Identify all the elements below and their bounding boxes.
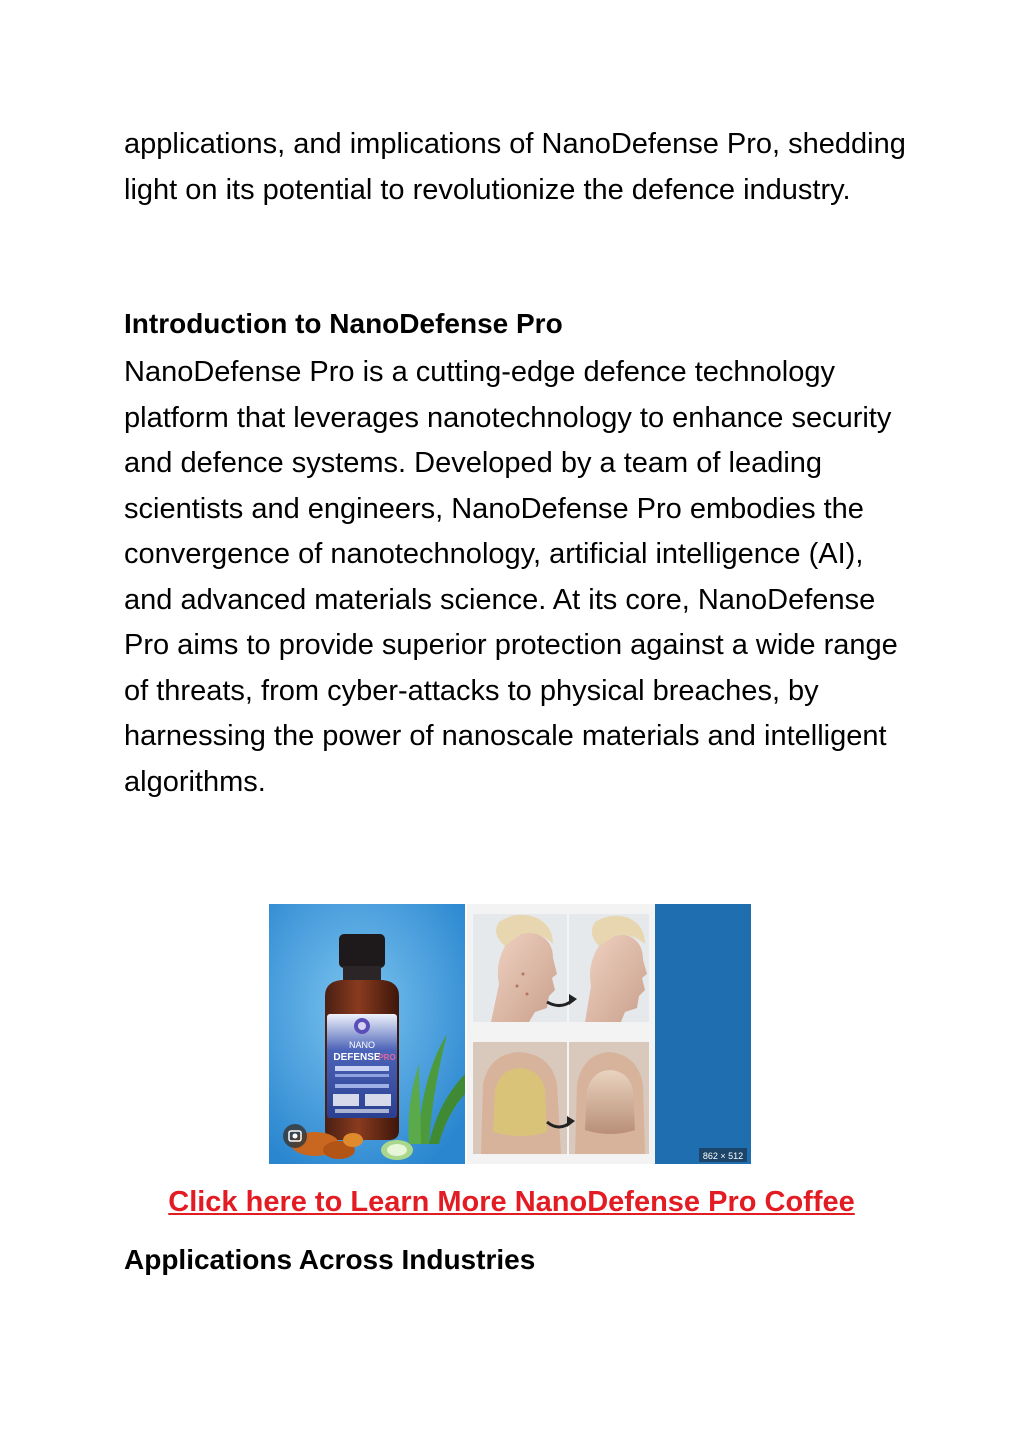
bottle-label-brand-suffix: PRO [378,1053,396,1062]
intro-heading: Introduction to NanoDefense Pro [124,308,563,339]
document-body [124,122,914,805]
bottle-label-brand: DEFENSE [333,1052,381,1063]
image-blue-strip [655,904,751,1164]
product-image [269,904,751,1164]
image-size-badge: 862 × 512 [702,1151,744,1161]
before-after-panel [467,904,655,1164]
bottle-label-nano: NANO [348,1040,376,1050]
applications-heading: Applications Across Industries [124,1244,536,1275]
intro-paragraph-tail: applications, and implications of NanoDefense Pro, shedding light on its potential to revolutionize the defence industry. [124,128,906,206]
learn-more-link[interactable]: Click here to Learn More NanoDefense Pro Coffee [168,1186,855,1218]
product-panel [269,904,465,1164]
intro-body-paragraph: NanoDefense Pro is a cutting-edge defence technology platform that leverages nanotechnology to enhance security and defence systems. Developed by a team of leading scientists and engineers, NanoDefense Pro embodies the convergence of nanotechnology, artificial intelligence (AI), and advanced materials science. At its core, NanoDefense Pro aims to provide superior protection against a wide range of threats, from cyber-attacks to physical breaches, by harnessing the power of nanoscale materials and intelligent algorithms. [124,356,898,798]
